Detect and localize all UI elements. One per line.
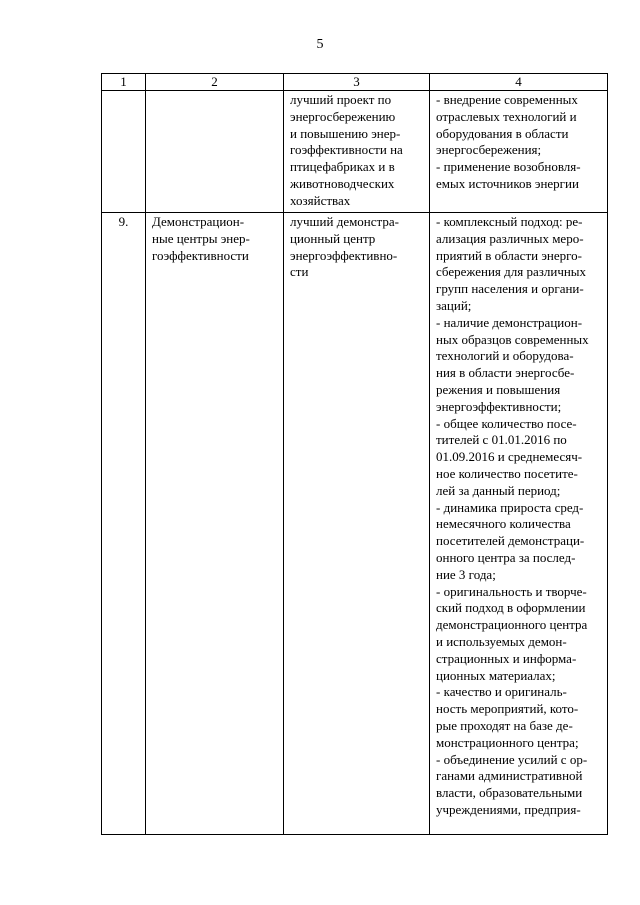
text-line: - объединение усилий с ор- — [436, 751, 588, 767]
text-line: - качество и оригиналь- — [436, 684, 567, 700]
table-row — [102, 91, 608, 213]
row-number — [102, 91, 146, 213]
text-line: ганами административной — [436, 768, 583, 784]
text-line: - внедрение современных — [436, 92, 578, 107]
text-line: ние 3 года; — [436, 566, 496, 582]
text-line: лучший демонстра- — [290, 214, 399, 229]
text-line: 01.09.2016 и среднемесяч- — [436, 449, 583, 465]
text-line: учреждениями, предприя- — [436, 801, 581, 817]
text-line: ционных материалах; — [436, 667, 556, 683]
row-name — [146, 213, 284, 835]
text-line: немесячного количества — [436, 516, 571, 532]
text-line: энергосбережения; — [436, 142, 542, 158]
text-line: - оригинальность и творче- — [436, 583, 587, 599]
text-line: и используемых демон- — [436, 633, 567, 649]
text-line: ния в области энергосбе- — [436, 365, 575, 381]
table-header-row — [102, 74, 608, 91]
text-line: монстрационного центра; — [436, 734, 579, 750]
page-number: 5 — [316, 37, 324, 52]
text-line: емых источников энергии — [436, 175, 579, 191]
text-line: и повышению энер- — [290, 125, 401, 141]
text-line: рые проходят на базе де- — [436, 717, 573, 733]
text-line: онного центра за послед- — [436, 549, 576, 565]
text-line: - применение возобновля- — [436, 159, 581, 175]
text-line: энергоэффективно- — [290, 247, 398, 263]
text-line: хозяйствах — [290, 192, 351, 208]
text-line: Демонстрацион- — [152, 214, 245, 229]
row-criteria — [430, 91, 608, 213]
text-line: страционных и информа- — [436, 650, 577, 666]
text-line: отраслевых технологий и — [436, 108, 577, 124]
row-nomination — [284, 213, 430, 835]
text-line: - наличие демонстрацион- — [436, 314, 583, 330]
text-line: демонстрационного центра — [436, 617, 588, 633]
column-header-2: 2 — [146, 74, 284, 91]
text-line: посетителей демонстраци- — [436, 533, 585, 549]
text-line: приятий в области энерго- — [436, 247, 582, 263]
text-line: сти — [290, 264, 309, 280]
text-line: режения и повышения — [436, 381, 561, 397]
text-line: гоэффективности на — [290, 142, 403, 158]
text-line: ность мероприятий, кото- — [436, 701, 579, 717]
column-header-4: 4 — [430, 74, 608, 91]
column-header-3: 3 — [284, 74, 430, 91]
text-line: тителей с 01.01.2016 по — [436, 432, 567, 448]
text-line: - общее количество посе- — [436, 415, 577, 431]
text-line: лей за данный период; — [436, 482, 561, 498]
row-name — [146, 91, 284, 213]
text-line: власти, образовательными — [436, 785, 583, 801]
text-line: ных образцов современных — [436, 331, 589, 347]
column-header-1: 1 — [102, 74, 146, 91]
text-line: ные центры энер- — [152, 230, 250, 246]
text-line: - динамика прироста сред- — [436, 499, 584, 515]
text-line: технологий и оборудова- — [436, 348, 574, 364]
text-line: - комплексный подход: ре- — [436, 214, 583, 229]
text-line: сбережения для различных — [436, 264, 587, 280]
text-line: оборудования в области — [436, 125, 569, 141]
row-number: 9. — [102, 213, 146, 835]
row-nomination — [284, 91, 430, 213]
text-line: ное количество посетите- — [436, 465, 578, 481]
text-line: энергоэффективности; — [436, 398, 562, 414]
criteria-table — [101, 73, 608, 835]
text-line: животноводческих — [290, 175, 395, 191]
text-line: лучший проект по — [290, 92, 392, 107]
text-line: групп населения и органи- — [436, 281, 584, 297]
text-line: заций; — [436, 297, 472, 313]
text-line: энергосбережению — [290, 108, 396, 124]
text-line: гоэффективности — [152, 247, 249, 263]
text-line: ский подход в оформлении — [436, 600, 586, 616]
text-line: ализация различных меро- — [436, 230, 584, 246]
text-line: ционный центр — [290, 230, 376, 246]
row-criteria — [430, 213, 608, 835]
text-line: птицефабриках и в — [290, 159, 395, 175]
table-row — [102, 213, 608, 835]
